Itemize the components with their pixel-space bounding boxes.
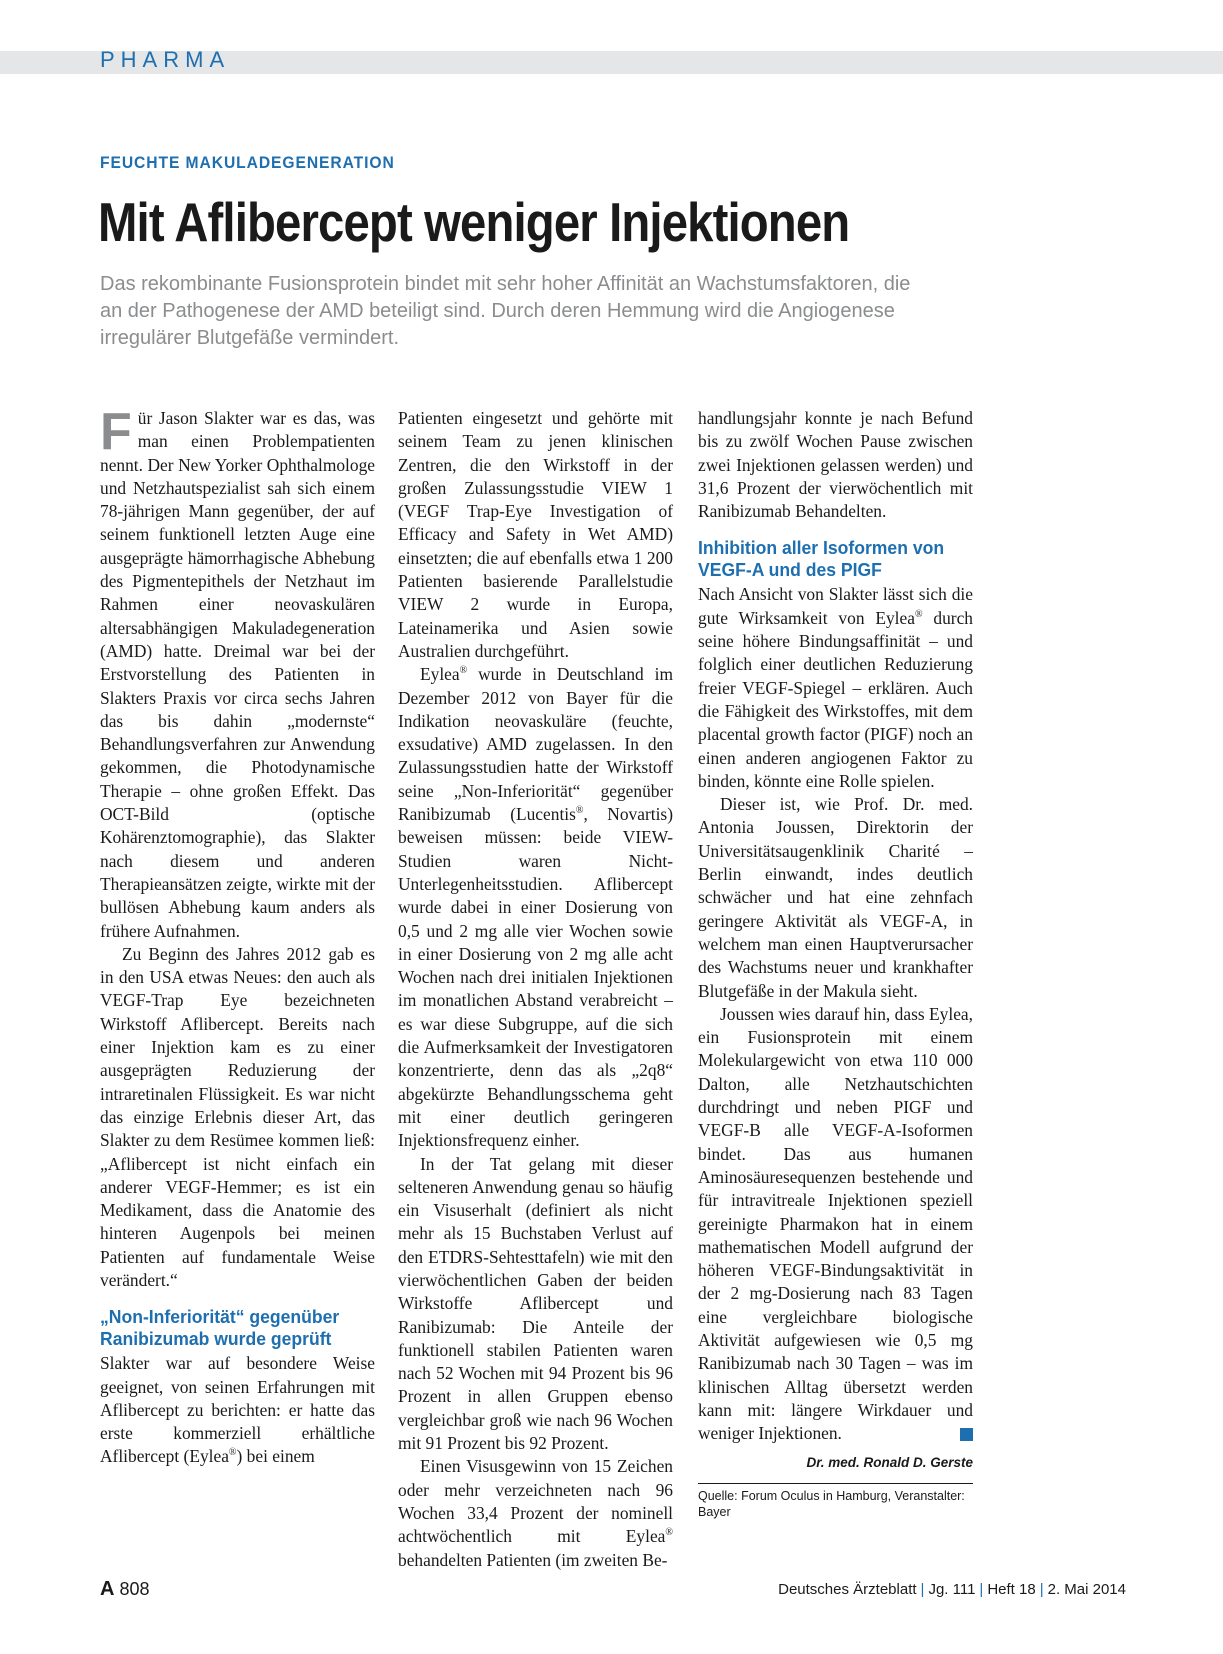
paragraph-text: behandelten Patienten (im zweiten Be- (398, 1549, 668, 1570)
paragraph-3-text-b: ) bei einem (236, 1446, 315, 1467)
journal-date: 2. Mai 2014 (1047, 1581, 1126, 1598)
column-2-content (398, 407, 673, 1572)
source-note: Quelle: Forum Oculus in Hamburg, Veranstalter: Bayer (698, 1483, 973, 1520)
paragraph-text: wurde in Deutschland im Dezember 2012 von Bayer für die Indikation neovaskuläre (feuchte, exsudative) AMD zugelassen. In den Zulassungsstudien hatte der Wirkstoff seine „Non-Inferiorität“ gegenüber Ranibizumab (Lucentis (398, 664, 673, 825)
journal-volume: Jg. 111 (928, 1581, 976, 1598)
registered-mark: ® (459, 665, 468, 677)
subheading-non-inferiority: „Non-Inferiorität“ gegenüber Ranibizumab wurde geprüft (100, 1306, 340, 1350)
paragraph-text: In der Tat gelang mit dieser selteneren Anwendung genau so häufig ein Visuserhalt (definiert als nicht mehr als 15 Buchstaben Verlust auf den ETDRS-Sehtesttafeln) wie mit den vierwöchentlichen Gaben der beiden Wirkstoffe Aflibercept und Ranibizumab: Die Anteile der funktionell stabilen Patienten waren nach 52 Wochen mit 94 Prozent bis 96 Prozent in allen Gruppen ebenso vergleichbar groß wie nach 96 Wochen mit 91 Prozent bis 92 Prozent. (398, 1153, 673, 1454)
paragraph-10-text: Joussen wies darauf hin, dass Eylea, ein Fusionsprotein mit einem Molekulargewicht von etwa 110 000 Dalton, alle Netzhautschichten durchdringt und neben PIGF und VEGF-B alle VEGF-A-Isoformen bindet. Das aus humanen Aminosäuresequenzen bestehende und für intravitreale Injektionen speziell gereinigte Pharmakon hat in einem mathematischen Modell aufgrund der höheren VEGF-Bindungsaktivität in der 2 mg-Dosierung nach 83 Tagen eine vergleichbare biologische Aktivität aufgewiesen wie 0,5 mg Ranibizumab nach 30 Tagen – was im klinischen Alltag übersetzt werden kann mit: längere Wirkdauer und weniger Injektionen. (698, 1003, 973, 1444)
paragraph (398, 663, 673, 1152)
journal-issue: Heft 18 (987, 1581, 1036, 1598)
paragraph-text: Eylea (420, 664, 460, 685)
paragraph-8 (698, 583, 973, 793)
paragraph-8-text-b: durch seine höhere Bindungsaffinität – und folglich einer deutlichen Reduzierung freier VEGF-Spiegel – erklären. Auch die Fähigkeit des Wirkstoffes, mit dem placental growth factor (PIGF) noch an einen anderen angiogenen Faktor zu binden, könnte eine Rolle spielen. (698, 607, 973, 791)
paragraph-7: handlungsjahr konnte je nach Befund bis zu zwölf Wochen Pause zwischen zwei Injektionen gelassen werden) und 31,6 Prozent der vierwöchentlich mit Ranibizumab Behandelten. (698, 408, 973, 522)
column-1 (100, 403, 375, 1469)
paragraph-text: Einen Visusgewinn von 15 Zeichen oder mehr verzeichneten nach 96 Wochen 33,4 Prozent der nominell achtwöchentlich mit Eylea (398, 1456, 673, 1547)
journal-name: Deutsches Ärzteblatt (778, 1581, 917, 1598)
paragraph-10 (698, 1003, 973, 1446)
paragraph-1-text: ür Jason Slakter war es das, was man einen Problempatienten nennt. Der New Yorker Ophthalmologe und Netzhautspezialist sah sich einem 78-jährigen Mann gegenüber, der auf seinem funktionell letzten Auge eine ausgeprägte hämorrhagische Abhebung des Pigmentepithels der Netzhaut im Rahmen einer neovaskulären altersabhängigen Makuladegeneration (AMD) hatte. Dreimal war bei der Erstvorstellung des Patienten in Slakters Praxis vor circa sechs Jahren das bis dahin „modernste“ Behandlungsverfahren zur Anwendung gekommen, die Photodynamische Therapie – ohne großen Effekt. Das OCT-Bild (optische Kohärenztomographie), das Slakter nach diesem und anderen Therapieansätzen zeigte, wirkte mit der bullösen Abhebung kaum anders als frühere Aufnahmen. (100, 408, 375, 941)
journal-footer: Deutsches Ärzteblatt | Jg. 111 | Heft 18 | 2. Mai 2014 (778, 1581, 1126, 1598)
section-label: PHARMA (100, 47, 231, 72)
author-byline: Dr. med. Ronald D. Gerste (806, 1455, 973, 1471)
drop-cap: F (100, 403, 132, 461)
paragraph (398, 1153, 673, 1456)
paragraph-3 (100, 1352, 375, 1468)
registered-mark: ® (228, 1447, 237, 1459)
article-kicker: FEUCHTE MAKULADEGENERATION (100, 153, 395, 172)
registered-mark: ® (575, 805, 584, 817)
paragraph-3-continued: Patienten eingesetzt und gehörte mit seinem Team zu jenen klinischen Zentren, die den Wirkstoff in der großen Zulassungsstudie VIEW 1 (VEGF Trap-Eye Investigation of Efficacy and Safety in Wet AMD) einsetzten; die auf ebenfalls etwa 1 200 Patienten basierende Parallelstudie VIEW 2 wurde in Europa, Lateinamerika und Asien sowie Australien durchgeführt. (398, 408, 673, 661)
page-prefix: A (100, 1578, 115, 1600)
article-title: Mit Aflibercept weniger Injektionen (98, 191, 850, 253)
paragraph (398, 1455, 673, 1571)
column-3 (698, 407, 973, 1520)
registered-mark: ® (665, 1527, 673, 1539)
paragraph-9: Dieser ist, wie Prof. Dr. med. Antonia Joussen, Direktorin der Universitätsaugenklinik Charité – Berlin einwandt, indes deutlich schwächer und hat eine zehnfach geringere Aktivität als VEGF-A, in welchem man einen Hauptverursacher des Wachstums neuer und krankhafter Blutgefäße in der Makula sieht. (698, 794, 973, 1001)
subheading-inhibition: Inhibition aller Isoformen von VEGF-A und des PIGF (698, 537, 945, 581)
page-number (100, 1578, 150, 1601)
paragraph-1 (100, 403, 375, 943)
paragraph-3-text-a: Slakter war auf besondere Weise geeignet, von seinen Erfahrungen mit Aflibercept zu berichten: er hatte das erste kommerziell erhältliche Aflibercept (Eylea (100, 1353, 375, 1467)
page-number-value: 808 (119, 1579, 150, 1599)
paragraph-8-text-a: Nach Ansicht von Slakter lässt sich die gute Wirksamkeit von Eylea (698, 584, 973, 628)
end-mark-icon (960, 1428, 973, 1441)
paragraph-2: Zu Beginn des Jahres 2012 gab es in den USA etwas Neues: den auch als VEGF-Trap Eye bezeichneten Wirkstoff Aflibercept. Bereits nach einer Injektion kam es zu einer ausgeprägten Reduzierung der intraretinalen Flüssigkeit. Es war nicht das einzige Erlebnis dieser Art, das Slakter zu dem Resümee kommen ließ: „Aflibercept ist nicht einfach ein anderer VEGF-Hemmer; es ist ein Medikament, dass die Anatomie des hinteren Augenpols bei meinen Patienten auf fundamentale Weise verändert.“ (100, 943, 375, 1290)
article-lead: Das rekombinante Fusionsprotein bindet mit sehr hoher Affinität an Wachstumsfaktoren, die an der Pathogenese der AMD beteiligt sind. Durch deren Hemmung wird die Angiogenese irregulärer Blutgefäße vermindert. (100, 273, 911, 349)
registered-mark: ® (914, 608, 923, 620)
paragraph-text: , Novartis) beweisen müssen: beide VIEW-Studien waren Nicht-Unterlegenheitsstudien. Aflibercept wurde dabei in einer Dosierung von 0,5 und 2 mg alle vier Wochen sowie in einer Dosierung von 2 mg alle acht Wochen nach drei initialen Injektionen im monatlichen Abstand verabreicht – es war diese Subgruppe, auf die sich die Aufmerksamkeit der Investigatoren konzentrierte, denn das als „2q8“ abgekürzte Behandlungsschema geht mit einer deutlich geringeren Injektionsfrequenz einher. (398, 804, 673, 1151)
